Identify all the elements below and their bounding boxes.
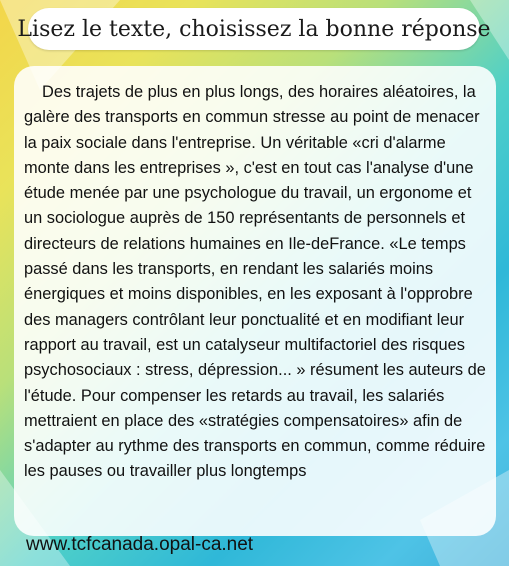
website-url[interactable]: www.tcfcanada.opal-ca.net	[26, 534, 254, 555]
page-title: Lisez le texte, choisissez la bonne réponse	[17, 16, 491, 42]
reading-passage: Des trajets de plus en plus longs, des horaires aléatoires, la galère des transports en commun stresse au point de menacer la paix sociale dans l'entreprise. Un véritable «cri d'alarme monte dans les entreprises », c'est en tout cas l'analyse d'une étude menée par une psychologue du travail, un ergonome et un sociologue auprès de 150 représentants de personnels et directeurs de relations humaines en Ile-deFrance. «Le temps passé dans les transports, en rendant les salariés moins énergiques et moins disponibles, en les exposant à l'opprobre des managers contrôlant leur ponctualité et en modifiant leur rapport au travail, est un catalyseur multifactoriel des risques psychosociaux : stress, dépression... » résument les auteurs de l'étude. Pour compenser les retards au travail, les salariés mettraient en place des «stratégies compensatoires» afin de s'adapter au rythme des transports en commun, comme réduire les pauses ou travailler plus longtemps	[24, 83, 486, 481]
title-banner	[17, 8, 491, 50]
